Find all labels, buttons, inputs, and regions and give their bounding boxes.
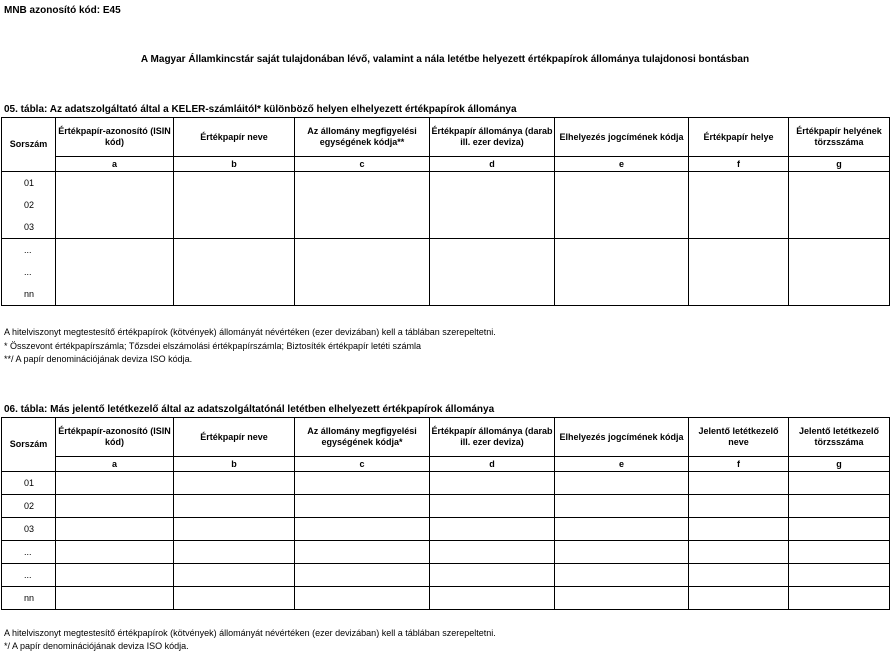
table-cell[interactable]: [430, 216, 555, 239]
table1-col-header: Az állomány megfigyelési egységének kódja**: [295, 118, 430, 157]
table-cell[interactable]: [174, 283, 295, 306]
table-cell[interactable]: [174, 194, 295, 216]
table1-note: * Összevont értékpapírszámla; Tőzsdei elszámolási értékpapírszámla; Biztosíték értékpapír letéti számla: [4, 341, 422, 351]
table-cell[interactable]: [56, 495, 174, 518]
table-cell[interactable]: [555, 472, 689, 495]
table-row: [2, 194, 890, 216]
row-number: ...: [2, 564, 56, 587]
table-cell[interactable]: [174, 472, 295, 495]
table-cell[interactable]: [295, 541, 430, 564]
table2-caption: 06. tábla: Más jelentő letétkezelő által az adatszolgáltatónál letétben elhelyezett értékpapírok állománya: [4, 404, 495, 415]
table-cell[interactable]: [689, 283, 789, 306]
table-cell[interactable]: [56, 283, 174, 306]
table2-col-header: Jelentő letétkezelő törzsszáma: [789, 418, 890, 457]
row-number: 03: [2, 518, 56, 541]
table-cell[interactable]: [789, 194, 890, 216]
table-cell[interactable]: [555, 587, 689, 610]
table-cell[interactable]: [174, 239, 295, 262]
page-title: A Magyar Államkincstár saját tulajdonában lévő, valamint a nála letétbe helyezett értékpapírok állománya tulajdonosi bontásban: [140, 54, 750, 65]
table-cell[interactable]: [295, 261, 430, 283]
table-row: [2, 261, 890, 283]
table-cell[interactable]: [56, 541, 174, 564]
table-row: [2, 283, 890, 306]
table1-col-header: Elhelyezés jogcímének kódja: [555, 118, 689, 157]
table-cell[interactable]: [56, 194, 174, 216]
table-cell[interactable]: [295, 172, 430, 195]
table-cell[interactable]: [430, 518, 555, 541]
row-number: 03: [2, 216, 56, 239]
table-cell[interactable]: [174, 564, 295, 587]
table1-note: **/ A papír denominációjának deviza ISO kódja.: [4, 354, 193, 364]
row-number: 02: [2, 495, 56, 518]
table-cell[interactable]: [56, 587, 174, 610]
row-number: nn: [2, 283, 56, 306]
table-cell[interactable]: [295, 587, 430, 610]
table-cell[interactable]: [430, 564, 555, 587]
table2: [1, 417, 890, 610]
table-row: [2, 172, 890, 195]
table-cell[interactable]: [430, 587, 555, 610]
table-cell[interactable]: [689, 472, 789, 495]
table-cell[interactable]: [174, 541, 295, 564]
table1-col-letter: b: [174, 157, 295, 172]
table-cell[interactable]: [56, 472, 174, 495]
table-cell[interactable]: [789, 239, 890, 262]
table1-col-letter: f: [689, 157, 789, 172]
table2-note: */ A papír denominációjának deviza ISO kódja.: [4, 641, 189, 651]
table1-col-header: Értékpapír állománya (darab ill. ezer deviza): [430, 118, 555, 157]
table-cell[interactable]: [56, 216, 174, 239]
table-cell[interactable]: [174, 172, 295, 195]
table-cell[interactable]: [555, 172, 689, 195]
table1-col-letter: c: [295, 157, 430, 172]
table-cell[interactable]: [174, 216, 295, 239]
table1-note: A hitelviszonyt megtestesítő értékpapírok (kötvények) állományát névértéken (ezer devizában) kell a táblában szerepeltetni.: [4, 327, 496, 337]
table2-col-letter: b: [174, 457, 295, 472]
table1-col-letter: a: [56, 157, 174, 172]
table-cell[interactable]: [789, 518, 890, 541]
table1-col-letter: g: [789, 157, 890, 172]
table-cell[interactable]: [295, 564, 430, 587]
table-cell[interactable]: [689, 216, 789, 239]
table1-col-header: Értékpapír helye: [689, 118, 789, 157]
table-cell[interactable]: [789, 564, 890, 587]
table-cell[interactable]: [555, 564, 689, 587]
table1-col-header: Értékpapír-azonosító (ISIN kód): [56, 118, 174, 157]
table-cell[interactable]: [295, 283, 430, 306]
row-number: ...: [2, 261, 56, 283]
table1-col-letter: d: [430, 157, 555, 172]
table-cell[interactable]: [689, 587, 789, 610]
row-number: 01: [2, 472, 56, 495]
table2-col-letter: g: [789, 457, 890, 472]
table1-col-header: Értékpapír helyének törzsszáma: [789, 118, 890, 157]
table-row: [2, 518, 890, 541]
table-cell[interactable]: [56, 261, 174, 283]
table-cell[interactable]: [555, 283, 689, 306]
table2-col-header: Jelentő letétkezelő neve: [689, 418, 789, 457]
table-cell[interactable]: [174, 518, 295, 541]
table-row: [2, 587, 890, 610]
table2-col-header: Elhelyezés jogcímének kódja: [555, 418, 689, 457]
table-cell[interactable]: [555, 216, 689, 239]
table-cell[interactable]: [295, 495, 430, 518]
table2-col-header: Értékpapír-azonosító (ISIN kód): [56, 418, 174, 457]
table-cell[interactable]: [789, 495, 890, 518]
table-cell[interactable]: [789, 541, 890, 564]
table1: [1, 117, 890, 306]
table-cell[interactable]: [789, 472, 890, 495]
table-cell[interactable]: [430, 472, 555, 495]
table2-sorszam-header: Sorszám: [2, 418, 56, 472]
table-cell[interactable]: [56, 518, 174, 541]
table-cell[interactable]: [430, 172, 555, 195]
table-cell[interactable]: [174, 261, 295, 283]
table-row: [2, 216, 890, 239]
row-number: ...: [2, 239, 56, 262]
table-cell[interactable]: [555, 541, 689, 564]
table-cell[interactable]: [295, 194, 430, 216]
table2-col-header: Értékpapír állománya (darab ill. ezer deviza): [430, 418, 555, 457]
table-cell[interactable]: [430, 194, 555, 216]
table1-col-header: Értékpapír neve: [174, 118, 295, 157]
table-cell[interactable]: [174, 495, 295, 518]
table2-note: A hitelviszonyt megtestesítő értékpapírok (kötvények) állományát névértéken (ezer devizában) kell a táblában szerepeltetni.: [4, 628, 496, 638]
table2-col-letter: c: [295, 457, 430, 472]
table-cell[interactable]: [689, 194, 789, 216]
table2-col-letter: a: [56, 457, 174, 472]
table-cell[interactable]: [295, 472, 430, 495]
table-row: [2, 495, 890, 518]
form-code: MNB azonosító kód: E45: [4, 5, 121, 16]
table2-col-letter: d: [430, 457, 555, 472]
table-cell[interactable]: [555, 261, 689, 283]
table-row: [2, 472, 890, 495]
table-cell[interactable]: [789, 587, 890, 610]
table1-caption: 05. tábla: Az adatszolgáltató által a KELER-számláitól* különböző helyen elhelyezett értékpapírok állománya: [4, 104, 517, 115]
row-number: 02: [2, 194, 56, 216]
row-number: 01: [2, 172, 56, 195]
table-cell[interactable]: [555, 495, 689, 518]
table-cell[interactable]: [689, 261, 789, 283]
table-cell[interactable]: [56, 564, 174, 587]
table-cell[interactable]: [174, 587, 295, 610]
table-cell[interactable]: [56, 172, 174, 195]
table-cell[interactable]: [789, 261, 890, 283]
table-row: [2, 239, 890, 262]
table2-col-header: Értékpapír neve: [174, 418, 295, 457]
table-cell[interactable]: [555, 239, 689, 262]
table-cell[interactable]: [295, 518, 430, 541]
table2-col-letter: e: [555, 457, 689, 472]
table-cell[interactable]: [689, 518, 789, 541]
table-cell[interactable]: [789, 283, 890, 306]
table-cell[interactable]: [295, 239, 430, 262]
table-cell[interactable]: [689, 239, 789, 262]
table-cell[interactable]: [430, 239, 555, 262]
table-row: [2, 564, 890, 587]
table-cell[interactable]: [689, 541, 789, 564]
table-cell[interactable]: [555, 194, 689, 216]
row-number: ...: [2, 541, 56, 564]
table2-col-header: Az állomány megfigyelési egységének kódja*: [295, 418, 430, 457]
table-row: [2, 541, 890, 564]
table-cell[interactable]: [689, 564, 789, 587]
table-cell[interactable]: [555, 518, 689, 541]
table-cell[interactable]: [430, 495, 555, 518]
table-cell[interactable]: [430, 283, 555, 306]
table-cell[interactable]: [789, 172, 890, 195]
table-cell[interactable]: [295, 216, 430, 239]
table2-col-letter: f: [689, 457, 789, 472]
table1-col-letter: e: [555, 157, 689, 172]
table1-sorszam-header: Sorszám: [2, 118, 56, 172]
row-number: nn: [2, 587, 56, 610]
table-cell[interactable]: [689, 172, 789, 195]
table-cell[interactable]: [789, 216, 890, 239]
table-cell[interactable]: [430, 541, 555, 564]
table-cell[interactable]: [56, 239, 174, 262]
table-cell[interactable]: [689, 495, 789, 518]
table-cell[interactable]: [430, 261, 555, 283]
